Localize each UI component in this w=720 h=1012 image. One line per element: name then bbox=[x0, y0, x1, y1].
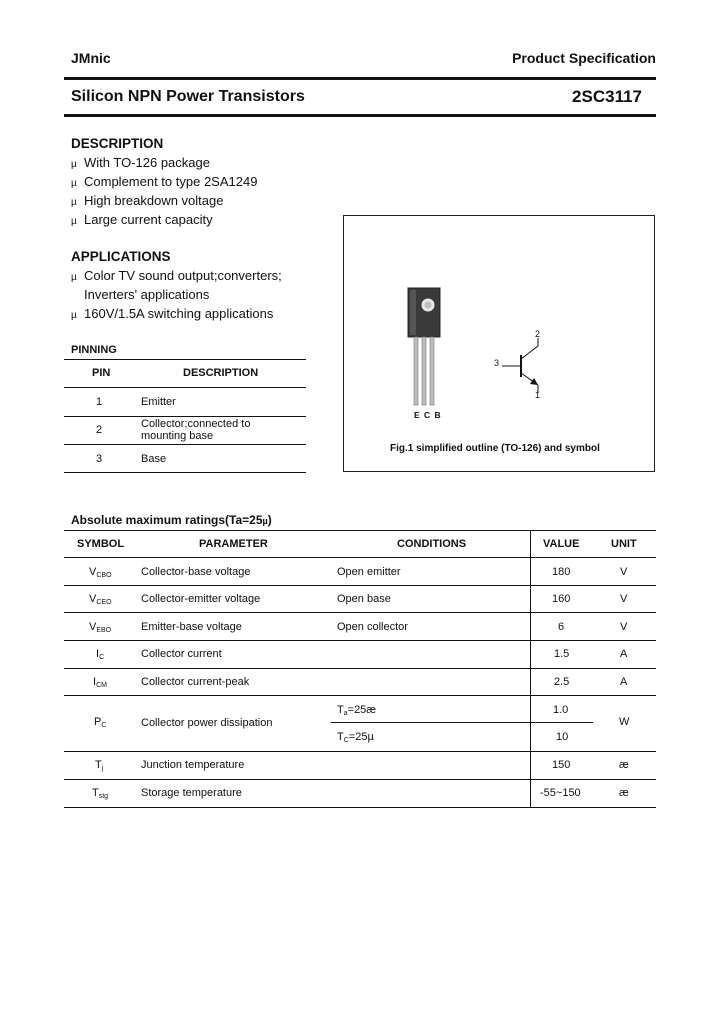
symbol-subscript: C bbox=[101, 722, 107, 729]
figure-caption: Fig.1 simplified outline (TO-126) and symbol bbox=[390, 443, 600, 454]
rating-parameter: Junction temperature bbox=[141, 759, 245, 771]
pin-description bbox=[141, 418, 250, 442]
rating-symbol bbox=[89, 621, 111, 634]
mounting-hole-inner bbox=[425, 302, 432, 309]
ratings-header-unit: UNIT bbox=[611, 538, 637, 550]
application-item bbox=[71, 306, 273, 321]
rating-parameter: Collector-base voltage bbox=[141, 566, 251, 578]
symbol-letter: P bbox=[94, 716, 102, 728]
condition-letter: T bbox=[337, 731, 344, 743]
bullet-icon: µ bbox=[71, 159, 77, 170]
rating-unit: W bbox=[619, 716, 630, 728]
ratings-header-conditions: CONDITIONS bbox=[397, 538, 467, 550]
condition-letter: T bbox=[337, 704, 344, 716]
pin-description-line: mounting base bbox=[141, 430, 214, 442]
rating-unit: A bbox=[620, 648, 628, 660]
symbol-subscript: CM bbox=[96, 682, 107, 689]
ratings-title bbox=[71, 513, 272, 527]
application-item-continued: Inverters' applications bbox=[84, 287, 210, 302]
rating-symbol bbox=[92, 787, 108, 800]
rating-condition bbox=[337, 704, 376, 717]
header-rule-bottom bbox=[64, 114, 656, 117]
description-item-text: Large current capacity bbox=[84, 212, 213, 227]
ratings-rule bbox=[64, 668, 656, 669]
application-item-text: 160V/1.5A switching applications bbox=[84, 306, 274, 321]
application-item-text: Color TV sound output;converters; bbox=[84, 268, 282, 283]
ratings-title-close: ) bbox=[267, 513, 272, 527]
rating-value: 1.5 bbox=[554, 648, 570, 660]
ratings-rule bbox=[64, 807, 656, 808]
description-item bbox=[71, 174, 257, 189]
description-item bbox=[71, 193, 223, 208]
pinning-rule bbox=[64, 359, 306, 360]
collector-line bbox=[521, 346, 538, 359]
rating-symbol bbox=[96, 648, 104, 661]
symbol-letter: I bbox=[93, 676, 97, 688]
description-item-text: Complement to type 2SA1249 bbox=[84, 174, 258, 189]
rating-unit: æ bbox=[619, 787, 629, 799]
ratings-subrule bbox=[331, 722, 593, 723]
degree-symbol: µ bbox=[262, 516, 268, 526]
rating-value: 180 bbox=[552, 566, 571, 578]
applications-title: APPLICATIONS bbox=[71, 249, 171, 264]
rating-unit: A bbox=[620, 676, 628, 688]
part-number: 2SC3117 bbox=[572, 87, 642, 106]
lead-labels: E C B bbox=[414, 410, 442, 420]
bullet-icon: µ bbox=[71, 197, 77, 208]
pinning-rule bbox=[64, 444, 306, 445]
rating-symbol bbox=[93, 676, 107, 689]
ratings-rule bbox=[64, 585, 656, 586]
emitter-arrow bbox=[530, 378, 538, 385]
ratings-rule bbox=[64, 779, 656, 780]
symbol-pin-label: 2 bbox=[535, 329, 541, 339]
ratings-rule bbox=[64, 640, 656, 641]
ratings-header-value: VALUE bbox=[543, 538, 580, 550]
pin-number: 3 bbox=[96, 453, 103, 465]
ratings-rule bbox=[64, 751, 656, 752]
figure-box bbox=[343, 215, 655, 472]
rating-parameter: Collector power dissipation bbox=[141, 717, 273, 729]
ratings-rule bbox=[64, 695, 656, 696]
header-rule-top bbox=[64, 77, 656, 80]
ratings-header-symbol: SYMBOL bbox=[77, 538, 125, 550]
rating-value: 150 bbox=[552, 759, 571, 771]
symbol-letter: V bbox=[89, 621, 97, 633]
rating-parameter: Collector current-peak bbox=[141, 676, 250, 688]
ratings-rule bbox=[64, 557, 656, 558]
bullet-icon: µ bbox=[71, 216, 77, 227]
pin-number: 2 bbox=[96, 424, 103, 436]
pinning-header-description: DESCRIPTION bbox=[183, 367, 259, 379]
ratings-rule bbox=[64, 612, 656, 613]
rating-condition: Open collector bbox=[337, 621, 408, 633]
symbol-letter: V bbox=[89, 593, 97, 605]
rating-unit: V bbox=[620, 621, 628, 633]
rating-value: 6 bbox=[558, 621, 565, 633]
condition-subscript: C bbox=[343, 737, 349, 744]
symbol-subscript: stg bbox=[98, 793, 109, 800]
lead-base bbox=[430, 337, 434, 405]
application-item bbox=[71, 268, 282, 283]
symbol-subscript: CEO bbox=[96, 599, 112, 606]
pin-number: 1 bbox=[96, 396, 103, 408]
rating-symbol bbox=[95, 759, 103, 772]
pin-description: Base bbox=[141, 453, 167, 465]
pinning-title: PINNING bbox=[71, 344, 117, 356]
pin-description: Emitter bbox=[141, 396, 176, 408]
rating-condition: Open emitter bbox=[337, 566, 401, 578]
rating-symbol bbox=[89, 566, 112, 579]
description-item bbox=[71, 212, 213, 227]
pinning-rule bbox=[64, 387, 306, 388]
description-title: DESCRIPTION bbox=[71, 136, 164, 151]
symbol-subscript: CBO bbox=[96, 572, 112, 579]
symbol-letter: V bbox=[89, 566, 97, 578]
rating-parameter: Storage temperature bbox=[141, 787, 242, 799]
symbol-subscript: EBO bbox=[96, 627, 112, 634]
package-side bbox=[410, 290, 416, 335]
symbol-pin-label: 1 bbox=[535, 390, 541, 400]
description-item bbox=[71, 155, 210, 170]
ratings-header-parameter: PARAMETER bbox=[199, 538, 268, 550]
product-specification: Product Specification bbox=[512, 50, 656, 66]
bullet-icon: µ bbox=[71, 178, 77, 189]
ratings-title-text: Absolute maximum ratings(Ta=25 bbox=[71, 513, 263, 527]
rating-unit: V bbox=[620, 593, 628, 605]
rating-value: 10 bbox=[556, 731, 569, 743]
description-item-text: With TO-126 package bbox=[84, 155, 210, 170]
symbol-subscript: C bbox=[99, 654, 105, 661]
symbol-subscript: j bbox=[101, 765, 104, 772]
bullet-icon: µ bbox=[71, 310, 77, 321]
symbol-letter: T bbox=[92, 787, 99, 799]
rating-unit: V bbox=[620, 566, 628, 578]
rating-value: 160 bbox=[552, 593, 571, 605]
symbol-pin-label: 3 bbox=[494, 358, 500, 368]
pinning-header-pin: PIN bbox=[92, 367, 111, 379]
symbol-letter: T bbox=[95, 759, 102, 771]
rating-condition bbox=[337, 731, 374, 744]
condition-value: =25µ bbox=[348, 731, 374, 743]
rating-parameter: Collector-emitter voltage bbox=[141, 593, 261, 605]
pinning-rule bbox=[64, 416, 306, 417]
bullet-icon: µ bbox=[71, 272, 77, 283]
description-item-text: High breakdown voltage bbox=[84, 193, 224, 208]
rating-condition: Open base bbox=[337, 593, 391, 605]
pinning-rule bbox=[64, 472, 306, 473]
to126-outline-and-symbol bbox=[344, 216, 654, 471]
condition-value: =25æ bbox=[347, 704, 377, 716]
rating-value: 1.0 bbox=[553, 704, 569, 716]
rating-symbol bbox=[89, 593, 112, 606]
ratings-rule bbox=[64, 530, 656, 531]
rating-value: -55~150 bbox=[540, 787, 581, 799]
rating-unit: æ bbox=[619, 759, 629, 771]
symbol-letter: I bbox=[96, 648, 100, 660]
rating-value: 2.5 bbox=[554, 676, 570, 688]
lead-emitter bbox=[414, 337, 418, 405]
document-title: Silicon NPN Power Transistors bbox=[71, 88, 305, 105]
rating-symbol bbox=[94, 716, 106, 729]
pin-description-line: Collector;connected to bbox=[141, 418, 251, 430]
lead-collector bbox=[422, 337, 426, 405]
condition-subscript: a bbox=[343, 710, 348, 717]
company-name: JMnic bbox=[71, 50, 111, 66]
rating-parameter: Emitter-base voltage bbox=[141, 621, 242, 633]
ratings-column-divider bbox=[530, 530, 531, 808]
rating-parameter: Collector current bbox=[141, 648, 222, 660]
